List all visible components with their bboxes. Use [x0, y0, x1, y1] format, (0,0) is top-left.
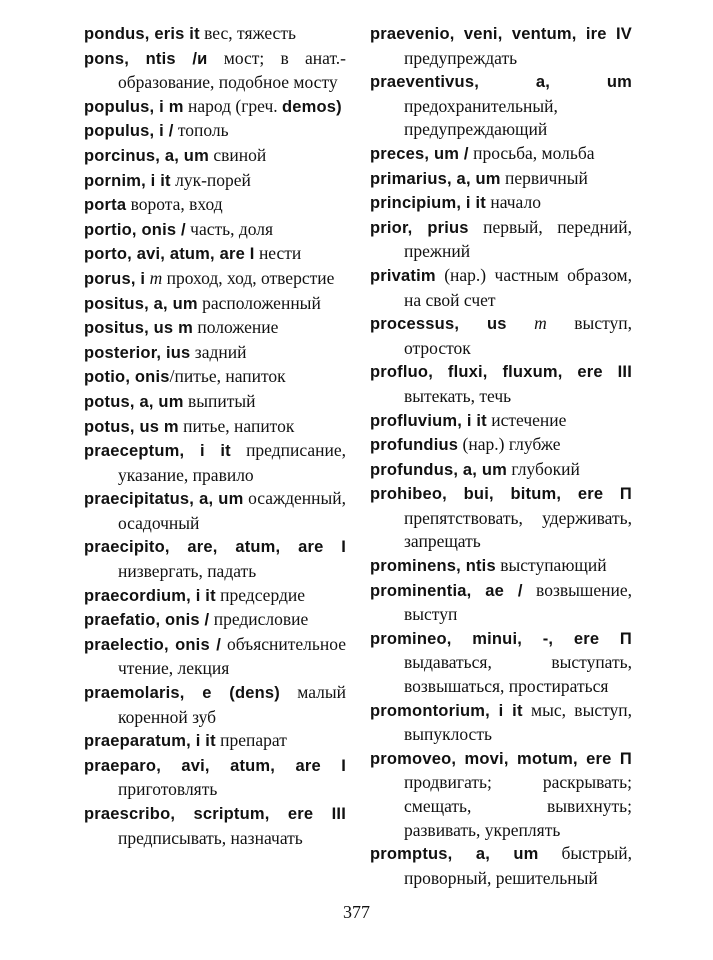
entry [84, 292, 346, 317]
definition: просьба, мольба [468, 142, 595, 163]
definition: препарат [215, 730, 287, 751]
definition: народ (греч. [183, 95, 282, 116]
definition: предсердие [215, 584, 306, 605]
entry [84, 341, 346, 366]
definition: начало [485, 192, 541, 213]
entry [84, 242, 346, 267]
definition: первый, передний, прежний [404, 216, 632, 262]
definition: предписание, указание, правило [118, 440, 346, 485]
headword: prohibeo, bui, bitum, ere П [370, 485, 632, 504]
entry [370, 312, 632, 360]
definition: (нар.) глубже [458, 434, 561, 455]
definition: расположенный [197, 292, 321, 313]
headword: promptus, a, um [370, 845, 539, 864]
entry [370, 579, 632, 627]
definition: лук-порей [170, 169, 251, 190]
headword: populus, i / [84, 122, 174, 141]
headword: praemolaris, e (dens) [84, 684, 280, 703]
entry [84, 584, 346, 609]
headword: profluvium, i it [370, 411, 487, 430]
definition: предупреждать [404, 47, 518, 68]
entry [84, 802, 346, 850]
entry [84, 95, 346, 120]
entry [84, 608, 346, 633]
entry [84, 535, 346, 583]
headword: praecipitatus, a, um [84, 490, 244, 509]
definition: предисловие [209, 609, 309, 630]
entry [84, 169, 346, 194]
definition: истечение [486, 409, 567, 430]
headword: porcinus, a, um [84, 146, 209, 165]
gender-marker: m [149, 267, 163, 288]
definition: выпитый [183, 390, 256, 411]
entry [370, 458, 632, 483]
headword: porta [84, 196, 127, 215]
headword: preces, um / [370, 144, 469, 163]
left-column [84, 22, 346, 850]
headword: prior, prius [370, 218, 469, 237]
headword: pons, ntis /и [84, 49, 208, 68]
definition: продвигать; раскрывать; смещать, вывихнуть; развивать, укреплять [404, 772, 632, 840]
headword: praefatio, onis / [84, 611, 210, 630]
definition: /питье, напиток [169, 366, 286, 387]
definition: глубокий [507, 458, 580, 479]
entry [84, 22, 346, 47]
headword: potio, onis [84, 368, 170, 387]
definition: приготовлять [118, 779, 218, 800]
headword: prominentia, ae / [370, 581, 523, 600]
entry [84, 47, 346, 95]
definition: выступ, отросток [404, 313, 632, 358]
headword: promineo, minui, -, ere П [370, 629, 632, 648]
definition: быстрый, проворный, решительный [404, 843, 632, 888]
headword: positus, us m [84, 319, 193, 338]
entry [84, 119, 346, 144]
entry [84, 754, 346, 802]
right-column [370, 22, 632, 890]
headword: privatim [370, 266, 436, 285]
definition: часть, доля [185, 218, 274, 239]
definition: вытекать, течь [404, 385, 512, 406]
definition: препятствовать, удерживать, запрещать [404, 507, 632, 552]
entry [370, 747, 632, 842]
headword: prominens, ntis [370, 557, 496, 576]
definition: выдаваться, выступать, возвышаться, простираться [404, 652, 632, 697]
definition: малый коренной зуб [118, 682, 346, 727]
entry [84, 218, 346, 243]
entry [84, 365, 346, 390]
definition: предписывать, назначать [118, 827, 303, 848]
entry [370, 554, 632, 579]
definition: низвергать, падать [118, 561, 257, 582]
entry [370, 482, 632, 554]
headword: posterior, ius [84, 343, 191, 362]
entry [370, 22, 632, 70]
headword: porto, avi, atum, are I [84, 245, 255, 264]
gender-marker: m [534, 313, 547, 334]
definition: выступающий [495, 555, 607, 576]
definition: (нар.) частным образом, на свой счет [404, 264, 632, 310]
definition: задний [190, 341, 247, 362]
headword: praelectio, onis / [84, 635, 221, 654]
headword: primarius, a, um [370, 169, 501, 188]
headword: potus, us m [84, 417, 179, 436]
headword: praevenio, veni, ventum, ire IV [370, 25, 632, 43]
headword: praecordium, i it [84, 586, 216, 605]
headword: praeceptum, i it [84, 442, 231, 461]
headword: praeparatum, i it [84, 732, 216, 751]
entry [370, 360, 632, 408]
entry [84, 681, 346, 729]
headword: processus, us [370, 315, 507, 334]
headword: pondus, eris it [84, 25, 200, 43]
definition: осажденный, осадочный [118, 488, 346, 533]
page-number: 377 [343, 902, 370, 922]
headword: principium, i it [370, 194, 486, 213]
definition: предохранительный, предупреждающий [404, 95, 558, 140]
headword: portio, onis / [84, 220, 186, 239]
headword: praecipito, are, atum, are I [84, 538, 346, 557]
entry [370, 699, 632, 747]
headword: populus, i m [84, 97, 184, 116]
definition: возвышение, выступ [404, 579, 632, 625]
entry [370, 191, 632, 216]
definition: свиной [208, 144, 267, 165]
definition: первичный [500, 167, 588, 188]
entry [84, 267, 346, 292]
entry [84, 144, 346, 169]
headword: praeparo, avi, atum, are I [84, 756, 346, 775]
definition: мост; в анат.-образование, подобное мосту [118, 47, 346, 93]
definition: положение [192, 317, 279, 338]
entry [370, 70, 632, 142]
headword: profluo, fluxi, fluxum, ere III [370, 363, 632, 382]
headword: pornim, i it [84, 171, 171, 190]
entry [84, 193, 346, 218]
definition: вес, тяжесть [199, 23, 296, 43]
definition: питье, напиток [178, 415, 295, 436]
entry [84, 729, 346, 754]
entry [370, 167, 632, 192]
entry [84, 633, 346, 681]
entry [370, 264, 632, 312]
headword: profundius [370, 436, 459, 455]
headword: promoveo, movi, motum, ere П [370, 749, 632, 768]
definition: тополь [173, 120, 229, 141]
entry [84, 439, 346, 487]
entry [84, 415, 346, 440]
entry [370, 433, 632, 458]
entry [370, 216, 632, 264]
entry [84, 316, 346, 341]
headword: potus, a, um [84, 392, 184, 411]
entry [370, 842, 632, 890]
headword: praescribo, scriptum, ere III [84, 805, 346, 823]
definition: нести [254, 243, 302, 264]
definition: мыс, выступ, выпуклость [404, 699, 632, 745]
entry [370, 409, 632, 434]
entry [370, 627, 632, 699]
headword: promontorium, i it [370, 701, 523, 720]
definition: ворота, вход [126, 194, 223, 215]
entry [84, 487, 346, 535]
entry [370, 142, 632, 167]
definition: объяснительное чтение, лекция [118, 633, 346, 679]
headword-continuation: demos) [282, 97, 342, 116]
definition: проход, ход, отверстие [162, 267, 335, 288]
headword: praeventivus, a, um [370, 73, 632, 92]
headword: profundus, a, um [370, 460, 508, 479]
headword: porus, i [84, 269, 146, 288]
headword: positus, a, um [84, 294, 198, 313]
entry [84, 390, 346, 415]
